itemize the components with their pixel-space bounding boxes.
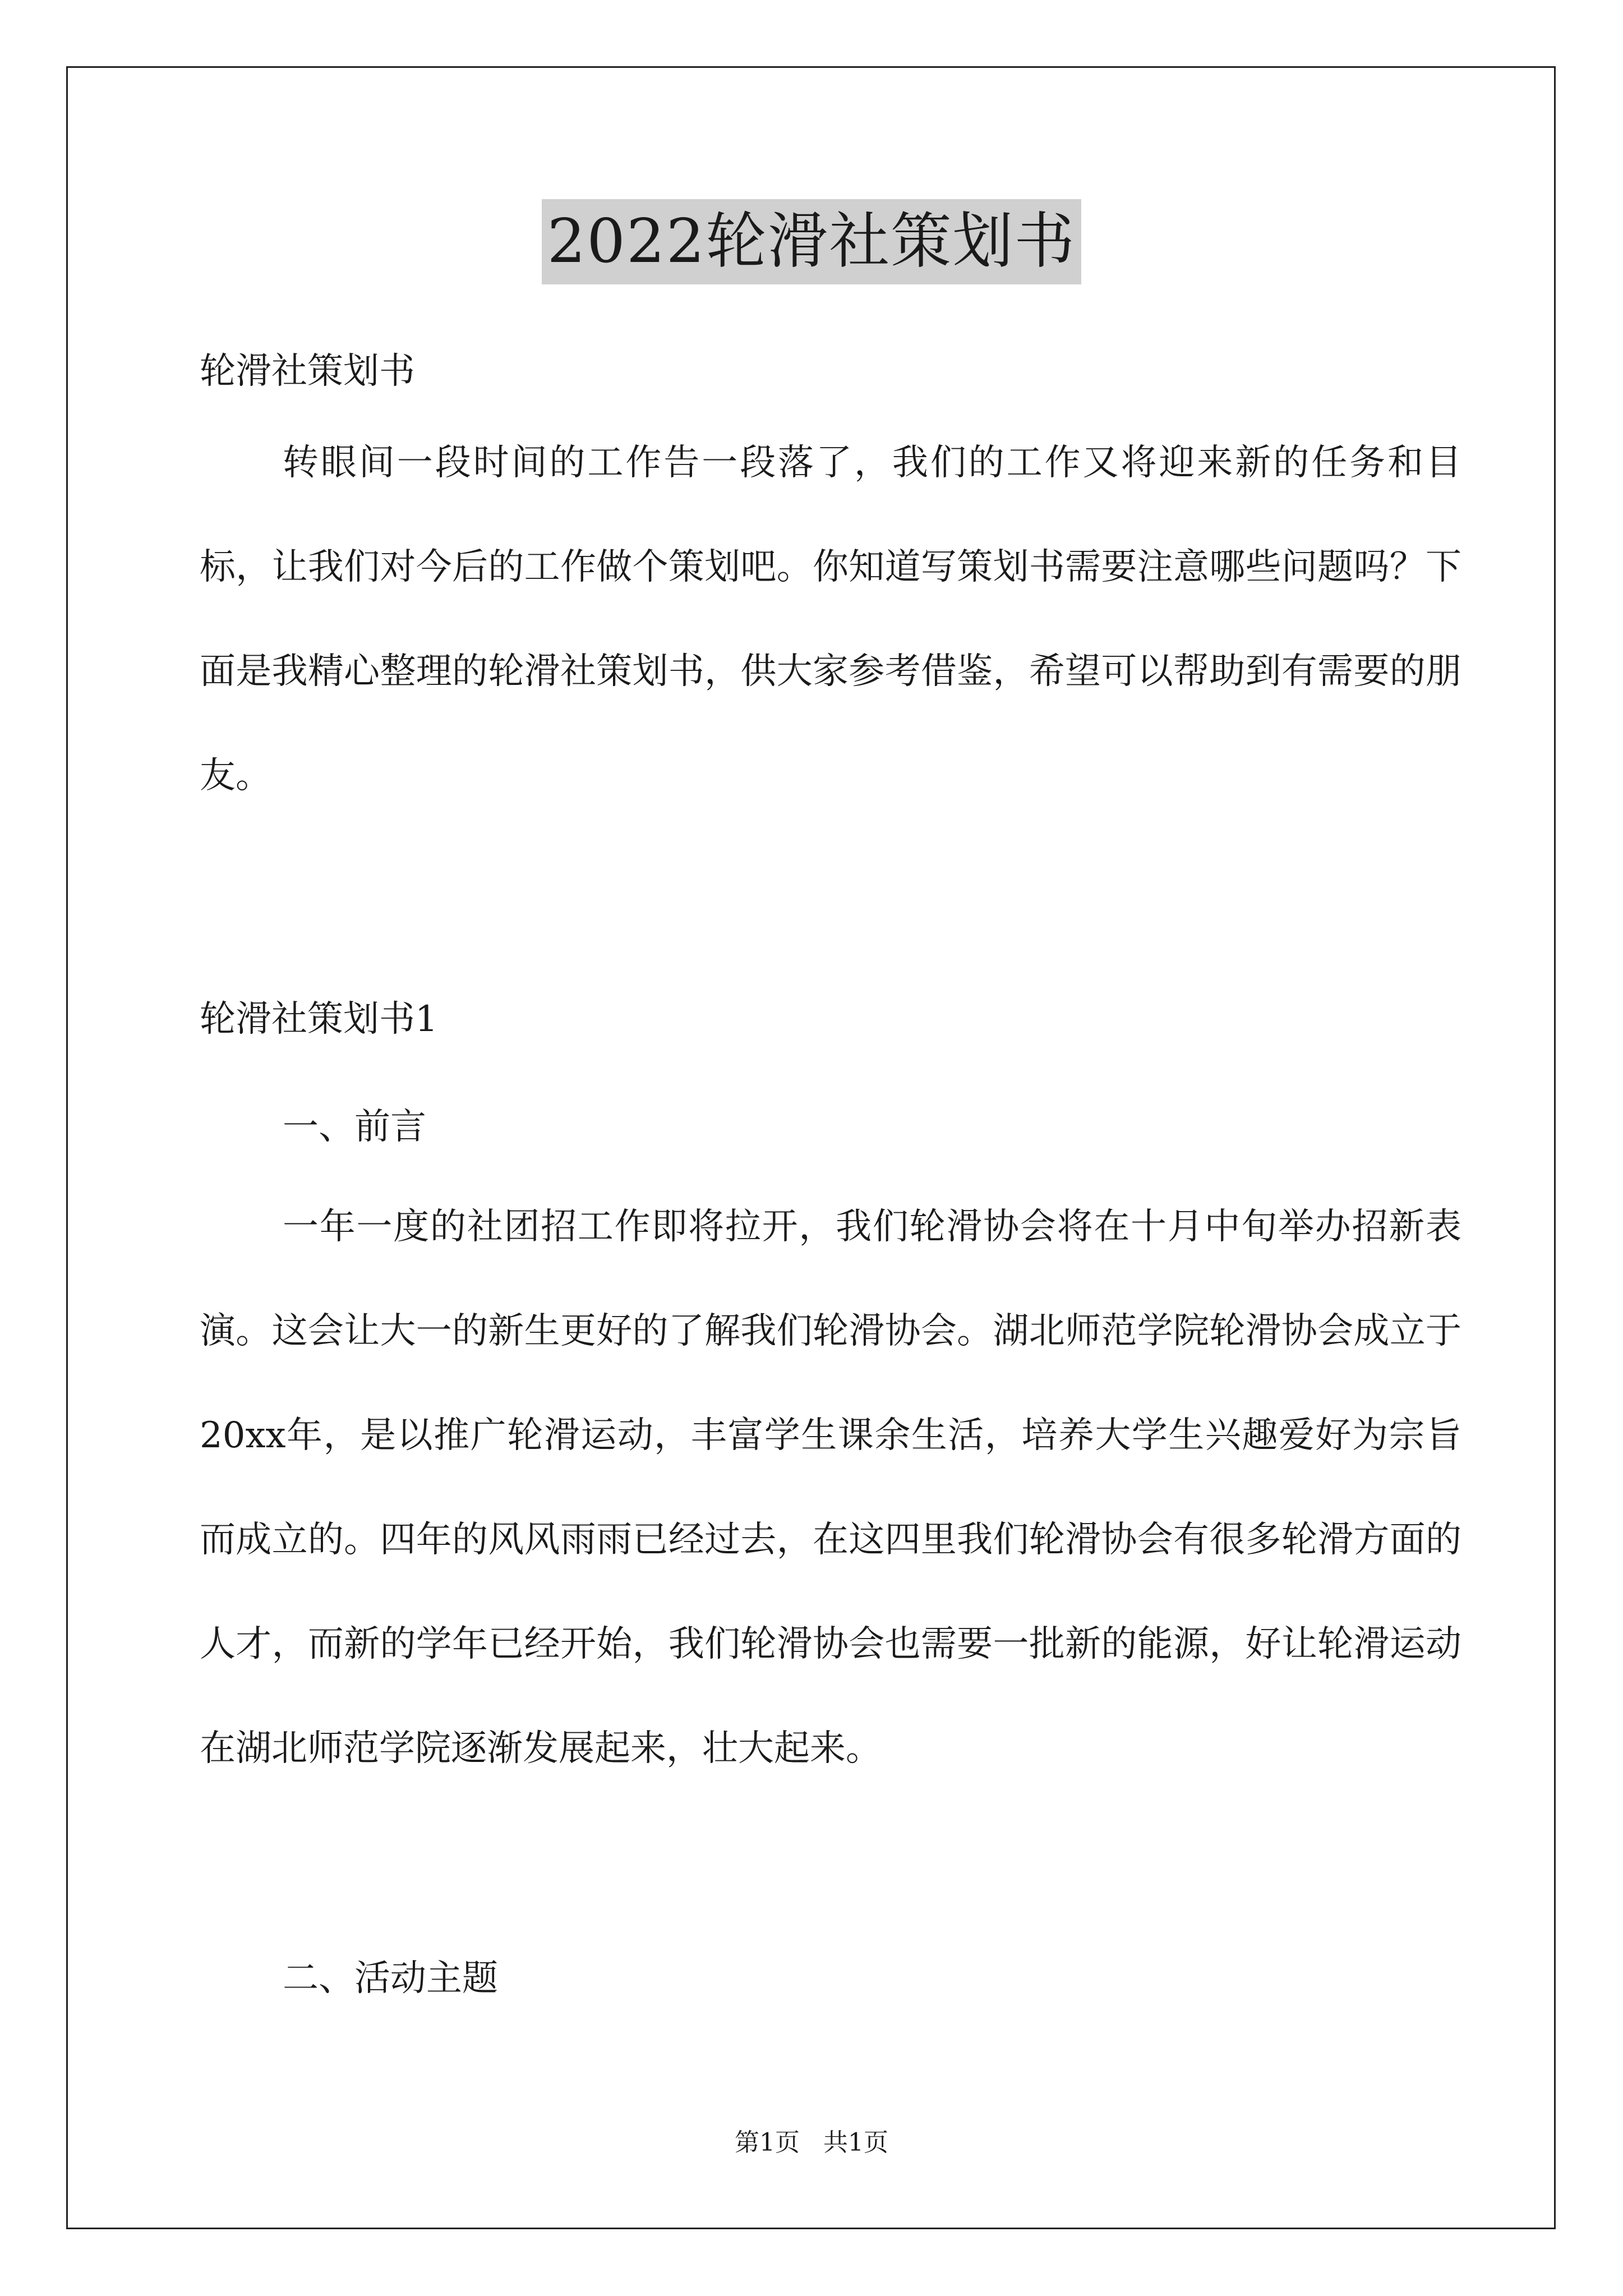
intro-paragraph: 转眼间一段时间的工作告一段落了，我们的工作又将迎来新的任务和目标，让我们对今后的工作做个策划吧。你知道写策划书需要注意哪些问题吗？下面是我精心整理的轮滑社策划书，供大家参考借鉴，希望可以帮助到有需要的朋友。 (200, 442, 1461, 797)
title-container (0, 199, 1623, 284)
page-number-current: 第1页 (735, 2128, 800, 2157)
theme-heading-block (200, 1952, 1461, 2005)
preface-heading-block (200, 1101, 1461, 1153)
preface-paragraph-block (200, 1200, 1461, 1837)
preface-paragraph: 一年一度的社团招工作即将拉开，我们轮滑协会将在十月中旬举办招新表演。这会让大一的新生更好的了解我们轮滑协会。湖北师范学院轮滑协会成立于20xx年，是以推广轮滑运动，丰富学生课余生活，培养大学生兴趣爱好为宗旨而成立的。四年的风风雨雨已经过去，在这四里我们轮滑协会有很多轮滑方面的人才，而新的学年已经开始，我们轮滑协会也需要一批新的能源，好让轮滑运动在湖北师范学院逐渐发展起来，壮大起来。 (200, 1206, 1461, 1769)
preface-heading: 一、前言 (283, 1106, 426, 1148)
intro-section (200, 345, 1461, 398)
theme-heading: 二、活动主题 (283, 1958, 498, 1999)
page-number-total: 共1页 (823, 2128, 888, 2157)
document-title: 2022轮滑社策划书 (542, 199, 1082, 284)
section1 (200, 993, 1461, 1046)
intro-heading: 轮滑社策划书 (200, 351, 415, 392)
section1-heading: 轮滑社策划书1 (200, 999, 438, 1040)
page-footer (0, 2126, 1623, 2160)
intro-paragraph-block (200, 436, 1461, 864)
